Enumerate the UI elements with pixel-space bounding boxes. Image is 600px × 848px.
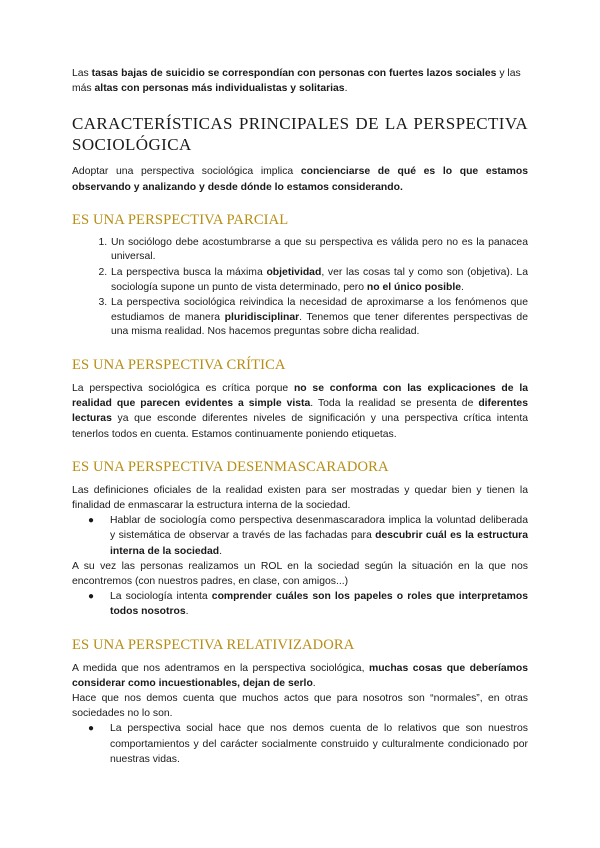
parcial-item-2-text-1: La perspectiva busca la máxima [111, 267, 267, 278]
desenmascaradora-bullet-1 [88, 513, 528, 559]
intro-bold-1: tasas bajas de suicidio se correspondían con personas con fuertes lazos sociales [91, 68, 497, 79]
desenmascaradora-paragraph-1: Las definiciones oficiales de la realidad existen para ser mostradas y quedar bien y tienen la finalidad de enmascarar la estructura interna de la sociedad. [72, 484, 528, 511]
relativizadora-paragraph-1 [72, 661, 528, 691]
main-paragraph [72, 164, 528, 194]
desenmascaradora-bullet-1-text-2: . [219, 545, 223, 557]
critica-text-1: La perspectiva sociológica es crítica porque [72, 382, 294, 394]
desenmascaradora-bullet-2 [88, 589, 528, 619]
desenmascaradora-bullet-2-bold: comprender cuáles son los papeles o roles que interpretamos todos nosotros [110, 591, 528, 618]
parcial-item-3-text-1: La perspectiva sociológica reivindica la necesidad de aproximarse a los fenómenos que estudiamos de manera [111, 297, 528, 323]
main-title: CARACTERÍSTICAS PRINCIPALES DE LA PERSPECTIVA SOCIOLÓGICA [72, 114, 528, 155]
intro-bold-2: altas con personas más individualistas y solitarias [94, 83, 345, 95]
parcial-list [72, 236, 528, 340]
section-title-desenmascaradora: ES UNA PERSPECTIVA DESENMASCARADORA [72, 458, 389, 475]
main-paragraph-bold: concienciarse de qué es lo que estamos observando y analizando y desde dónde lo estamos considerando. [72, 166, 528, 193]
relativizadora-paragraph-1-text-2: . [312, 677, 316, 689]
bullet-icon: ● [88, 515, 95, 527]
parcial-item-2-text-3: . [461, 281, 464, 293]
desenmascaradora-list-2 [72, 589, 528, 619]
desenmascaradora-bullet-1-bold: descubrir cuál es la estructura interna de la sociedad [110, 530, 528, 557]
critica-text-3: ya que esconde diferentes niveles de significación y una perspectiva crítica intenta tenerlos todos en cuenta. Estamos continuamente poniendo etiquetas. [72, 413, 528, 440]
desenmascaradora-paragraph-2: A su vez las personas realizamos un ROL en la sociedad según la situación en la que nos encontremos (con nuestros padres, en clase, con amigos...) [72, 560, 528, 587]
parcial-item-2 [110, 266, 528, 295]
parcial-item-1: 1. Un sociólogo debe acostumbrarse a que su perspectiva es válida pero no es la panacea universal. [110, 236, 528, 265]
section-title-parcial: ES UNA PERSPECTIVA PARCIAL [72, 211, 289, 228]
critica-bold-1: no se conforma con las explicaciones de la realidad que parecen evidentes a simple vista [72, 382, 528, 410]
relativizadora-paragraph-1-bold: muchas cosas que deberíamos considerar como incuestionables, dejan de serlo [72, 662, 528, 689]
desenmascaradora-bullet-2-text-1: La sociología intenta [110, 591, 212, 603]
bullet-icon: ● [88, 591, 95, 603]
desenmascaradora-bullet-1-text-1: Hablar de sociología como perspectiva desenmascaradora implica la voluntad deliberada y sistemática de observar a través de las fachadas para [110, 515, 528, 542]
critica-paragraph [72, 381, 528, 442]
intro-text-2: y las más [72, 68, 521, 95]
main-paragraph-text: Adoptar una perspectiva sociológica implica [72, 166, 301, 178]
parcial-item-2-text-2: , ver las cosas tal y como son (objetiva). La sociología supone un punto de vista determinado, pero [111, 267, 528, 293]
relativizadora-paragraph-2: Hace que nos demos cuenta que muchos actos que para nosotros son “normales”, en otras sociedades no lo son. [72, 693, 528, 720]
intro-text-1: Las [72, 68, 92, 79]
parcial-item-2-bold-1: objetividad [266, 267, 322, 278]
critica-bold-2: diferentes lecturas [72, 398, 528, 425]
relativizadora-paragraph-1-text-1: A medida que nos adentramos en la perspectiva sociológica, [72, 662, 369, 674]
desenmascaradora-list-1 [72, 513, 528, 559]
intro-paragraph [72, 66, 528, 96]
section-title-relativizadora: ES UNA PERSPECTIVA RELATIVIZADORA [72, 636, 355, 653]
parcial-item-3-bold-1: pluridisciplinar [224, 311, 300, 323]
critica-text-2: . Toda la realidad se presenta de [310, 398, 479, 410]
relativizadora-bullet-1-text: La perspectiva social hace que nos demos cuenta de lo relativos que son nuestros comportamientos y del carácter socialmente construido y culturalmente condicionado por nuestras vidas. [110, 723, 528, 765]
section-title-critica: ES UNA PERSPECTIVA CRÍTICA [72, 356, 286, 373]
document-page [72, 66, 528, 767]
parcial-item-2-bold-2: no el único posible [366, 281, 462, 293]
intro-text-3: . [344, 83, 348, 95]
relativizadora-bullet-1 [88, 721, 528, 767]
desenmascaradora-bullet-2-text-2: . [185, 606, 189, 618]
relativizadora-list [72, 721, 528, 767]
parcial-item-3 [110, 296, 528, 340]
parcial-item-3-text-2: . Tenemos que tener diferentes perspectivas de una misma realidad. Nos hacemos preguntas sobre dicha realidad. [111, 311, 528, 338]
bullet-icon: ● [88, 723, 95, 735]
